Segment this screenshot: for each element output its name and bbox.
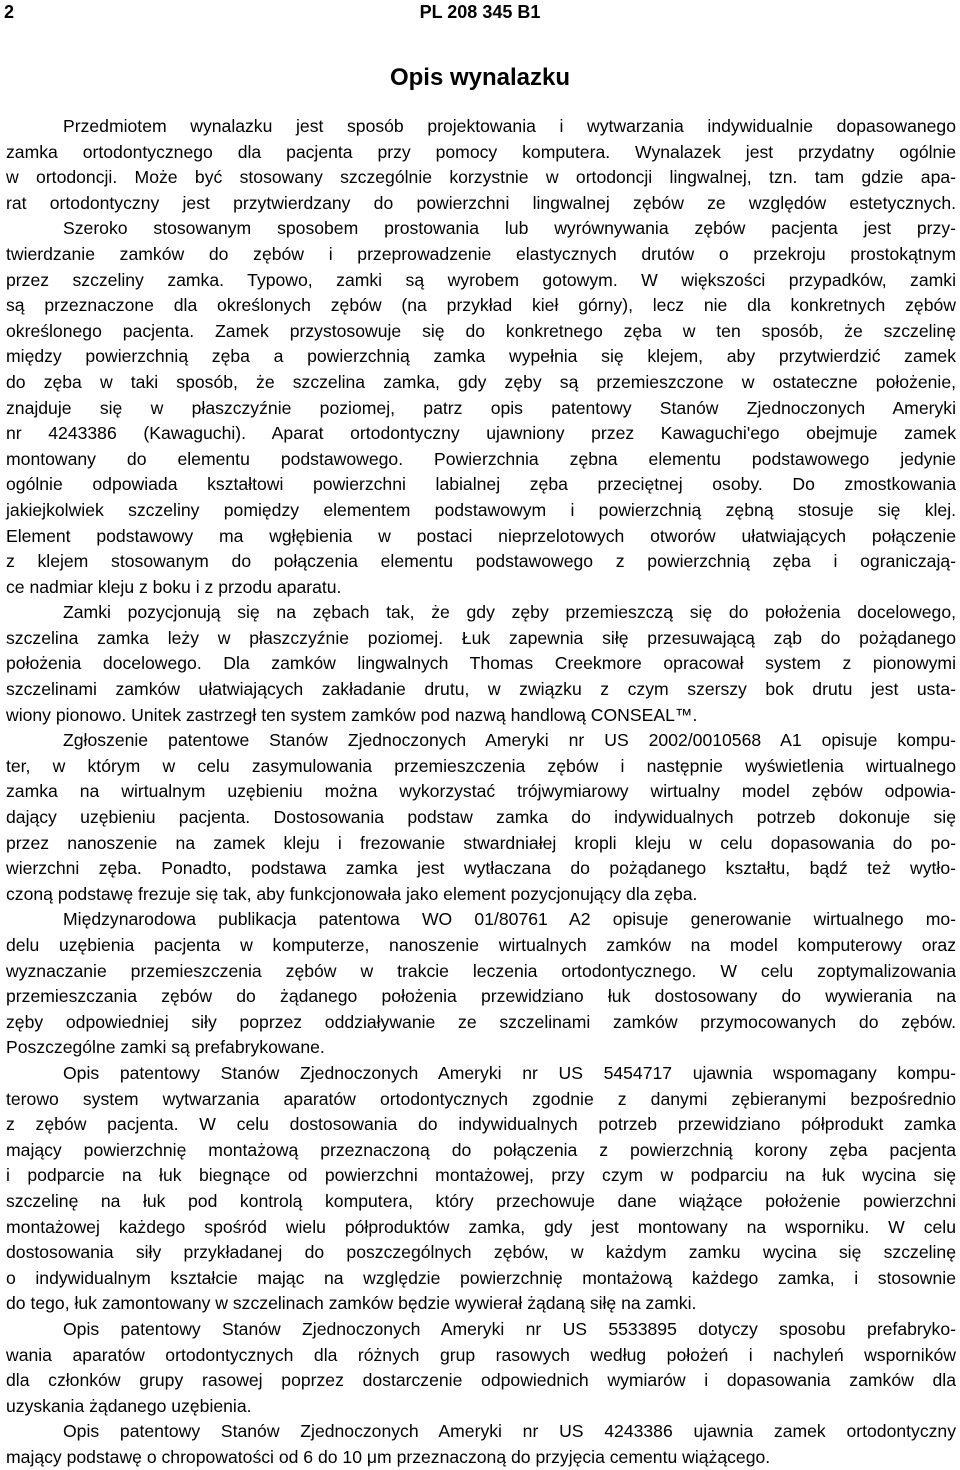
text-line: montowany do elementu podstawowego. Powierzchnia zębna elementu podstawowego jedynie <box>6 448 956 469</box>
text-line: przez szczeliny zamka. Typowo, zamki są wyrobem gotowym. W większości przypadków, zamki <box>6 269 956 290</box>
text-line: wania aparatów ortodontycznych dla różnych grup rasowych według położeń i nachyleń wsporników <box>6 1344 956 1365</box>
text-line: wyznaczanie przemieszczenia zębów w trakcie leczenia ortodontycznego. W celu zoptymalizowania <box>6 960 956 981</box>
text-line: do tego, łuk zamontowany w szczelinach zamków będzie wywierał żądaną siłę na zamki. <box>6 1293 697 1314</box>
text-line: szczelinami zamków ułatwiających zakładanie drutu, w związku z czym szerszy bok drutu jest usta- <box>6 679 956 700</box>
text-line: dający uzębieniu pacjenta. Dostosowania podstaw zamka do indywidualnych potrzeb dokonuje się <box>6 807 956 828</box>
text-line: Opis patentowy Stanów Zjednoczonych Ameryki nr US 5533895 dotyczy sposobu prefabryko- <box>63 1318 956 1339</box>
text-line: określonego pacjenta. Zamek przystosowuje się do konkretnego zęba w ten sposób, że szczelinę <box>6 320 956 341</box>
patent-number: PL 208 345 B1 <box>419 2 541 22</box>
text-line: i podparcie na łuk biegnące od powierzchni montażowej, przy czym w podparciu na łuk wycina się <box>6 1165 956 1186</box>
text-line: z zębów pacjenta. W celu dostosowania do indywidualnych potrzeb przewidziano półprodukt zamka <box>6 1114 956 1135</box>
text-line: są przeznaczone dla określonych zębów (na przykład kieł górny), lecz nie dla konkretnych zębów <box>6 295 956 316</box>
text-line: mający podstawę o chropowatości od 6 do 10 μm przeznaczoną do przyjęcia cementu wiążącego. <box>6 1446 771 1467</box>
text-line: Przedmiotem wynalazku jest sposób projektowania i wytwarzania indywidualnie dopasowanego <box>63 116 956 136</box>
text-line: dostosowania siły przykładanej do poszczególnych zębów, w każdym zamku wycina się szczelinę <box>6 1242 956 1263</box>
text-line: Zgłoszenie patentowe Stanów Zjednoczonych Ameryki nr US 2002/0010568 A1 opisuje kompu- <box>63 730 956 751</box>
document-body <box>6 114 956 1470</box>
text-line: przemieszczania zębów do żądanego położenia przewidziano łuk dostosowany do wywierania na <box>6 986 956 1007</box>
text-line: położenia docelowego. Dla zamków lingwalnych Thomas Creekmore opracował system z pionowymi <box>6 653 956 674</box>
text-line: znajduje się w płaszczyźnie poziomej, patrz opis patentowy Stanów Zjednoczonych Ameryki <box>6 397 956 418</box>
text-line: uzyskania żądanego uzębienia. <box>6 1395 252 1416</box>
text-line: Opis patentowy Stanów Zjednoczonych Ameryki nr US 4243386 ujawnia zamek ortodontyczny <box>63 1421 956 1442</box>
text-line: mający powierzchnię montażową przeznaczoną do połączenia z powierzchnią korony zęba pacjenta <box>6 1139 956 1160</box>
text-line: w ortodoncji. Może być stosowany szczególnie korzystnie w ortodoncji lingwalnej, tzn. tam gdzie apa- <box>6 167 956 188</box>
text-line: Międzynarodowa publikacja patentowa WO 01/80761 A2 opisuje generowanie wirtualnego mo- <box>63 909 956 930</box>
text-line: przez nanoszenie na zamek kleju i frezowanie stwardniałej kropli kleju w celu dopasowania do po- <box>6 832 956 853</box>
text-line: jakiejkolwiek szczeliny pomiędzy elementem podstawowym i powierzchnią zębną stosuje się klej. <box>6 499 956 520</box>
text-line: czoną podstawę frezuje się tak, aby funkcjonowała jako element pozycjonujący dla zęba. <box>6 883 698 904</box>
text-line: szczelina zamka leży w płaszczyźnie poziomej. Łuk zapewnia siłę przesuwającą ząb do pożądanego <box>6 627 956 648</box>
text-line: ogólnie odpowiada kształtowi powierzchni labialnej zęba przeciętnej osoby. Do zmostkowania <box>6 474 956 495</box>
text-line: delu uzębienia pacjenta w komputerze, nanoszenie wirtualnych zamków na model komputerowy oraz <box>6 935 956 955</box>
text-line: rat ortodontyczny jest przytwierdzany do powierzchni lingwalnej zębów ze względów estetycznych. <box>6 192 956 213</box>
text-line: Poszczególne zamki są prefabrykowane. <box>6 1037 325 1058</box>
text-line: Zamki pozycjonują się na zębach tak, że gdy zęby przemieszczą się do położenia docelowego, <box>63 602 956 623</box>
text-line: zamka na wirtualnym uzębieniu można wykorzystać trójwymiarowy wirtualny model zębów odpowia- <box>6 781 956 802</box>
text-line: nr 4243386 (Kawaguchi). Aparat ortodontyczny ujawniony przez Kawaguchi'ego obejmuje zamek <box>6 423 956 444</box>
text-line: wierzchni zęba. Ponadto, podstawa zamka jest wytłaczana do pożądanego kształtu, bądź też wytło- <box>6 858 956 879</box>
text-line: dla członków grupy rasowej poprzez dostarczenie odpowiednich wymiarów i dopasowania zamków dla <box>6 1370 956 1391</box>
page-number: 2 <box>4 2 15 22</box>
text-line: ce nadmiar kleju z boku i z przodu aparatu. <box>6 576 342 597</box>
text-line: między powierzchnią zęba a powierzchnią zamka wypełnia się klejem, aby przytwierdzić zamek <box>6 346 956 367</box>
text-line: Opis patentowy Stanów Zjednoczonych Ameryki nr US 5454717 ujawnia wspomagany kompu- <box>63 1062 956 1083</box>
text-line: szczelinę na łuk pod kontrolą komputera, który przechowuje dane wiążące położenie powierzchni <box>6 1190 956 1211</box>
document-title: Opis wynalazku <box>389 64 571 91</box>
text-line: terowo system wytwarzania aparatów ortodontycznych zgodnie z danymi zębieranymi bezpośrednio <box>6 1088 956 1109</box>
text-line: do zęba w taki sposób, że szczelina zamka, gdy zęby są przemieszczone w ostateczne położenie, <box>6 371 956 392</box>
text-line: zamka ortodontycznego dla pacjenta przy pomocy komputera. Wynalazek jest przydatny ogólnie <box>6 141 956 162</box>
text-line: Element podstawowy ma wgłębienia w postaci nieprzelotowych otworów ułatwiających połączenie <box>6 525 956 546</box>
text-line: zęby odpowiedniej siły poprzez oddziaływanie ze szczelinami zamków przymocowanych do zębów. <box>6 1011 956 1032</box>
text-line: Szeroko stosowanym sposobem prostowania lub wyrównywania zębów pacjenta jest przy- <box>63 218 956 239</box>
page-header <box>0 2 960 26</box>
text-line: ter, w którym w celu zasymulowania przemieszczenia zębów i następnie wyświetlenia wirtualnego <box>6 755 956 776</box>
text-line: z klejem stosowanym do połączenia elementu podstawowego z powierzchnią zęba i ograniczają- <box>6 551 956 572</box>
text-line: montażowej każdego spośród wielu półproduktów zamka, gdy jest montowany na wsporniku. W celu <box>6 1216 956 1237</box>
text-line: o indywidualnym kształcie mając na względzie powierzchnię montażową każdego zamka, i stosownie <box>6 1267 956 1288</box>
text-line: twierdzanie zamków do zębów i przeprowadzenie elastycznych drutów o przekroju prostokątnym <box>6 243 956 264</box>
text-line: wiony pionowo. Unitek zastrzegł ten system zamków pod nazwą handlową CONSEAL™. <box>6 704 698 725</box>
